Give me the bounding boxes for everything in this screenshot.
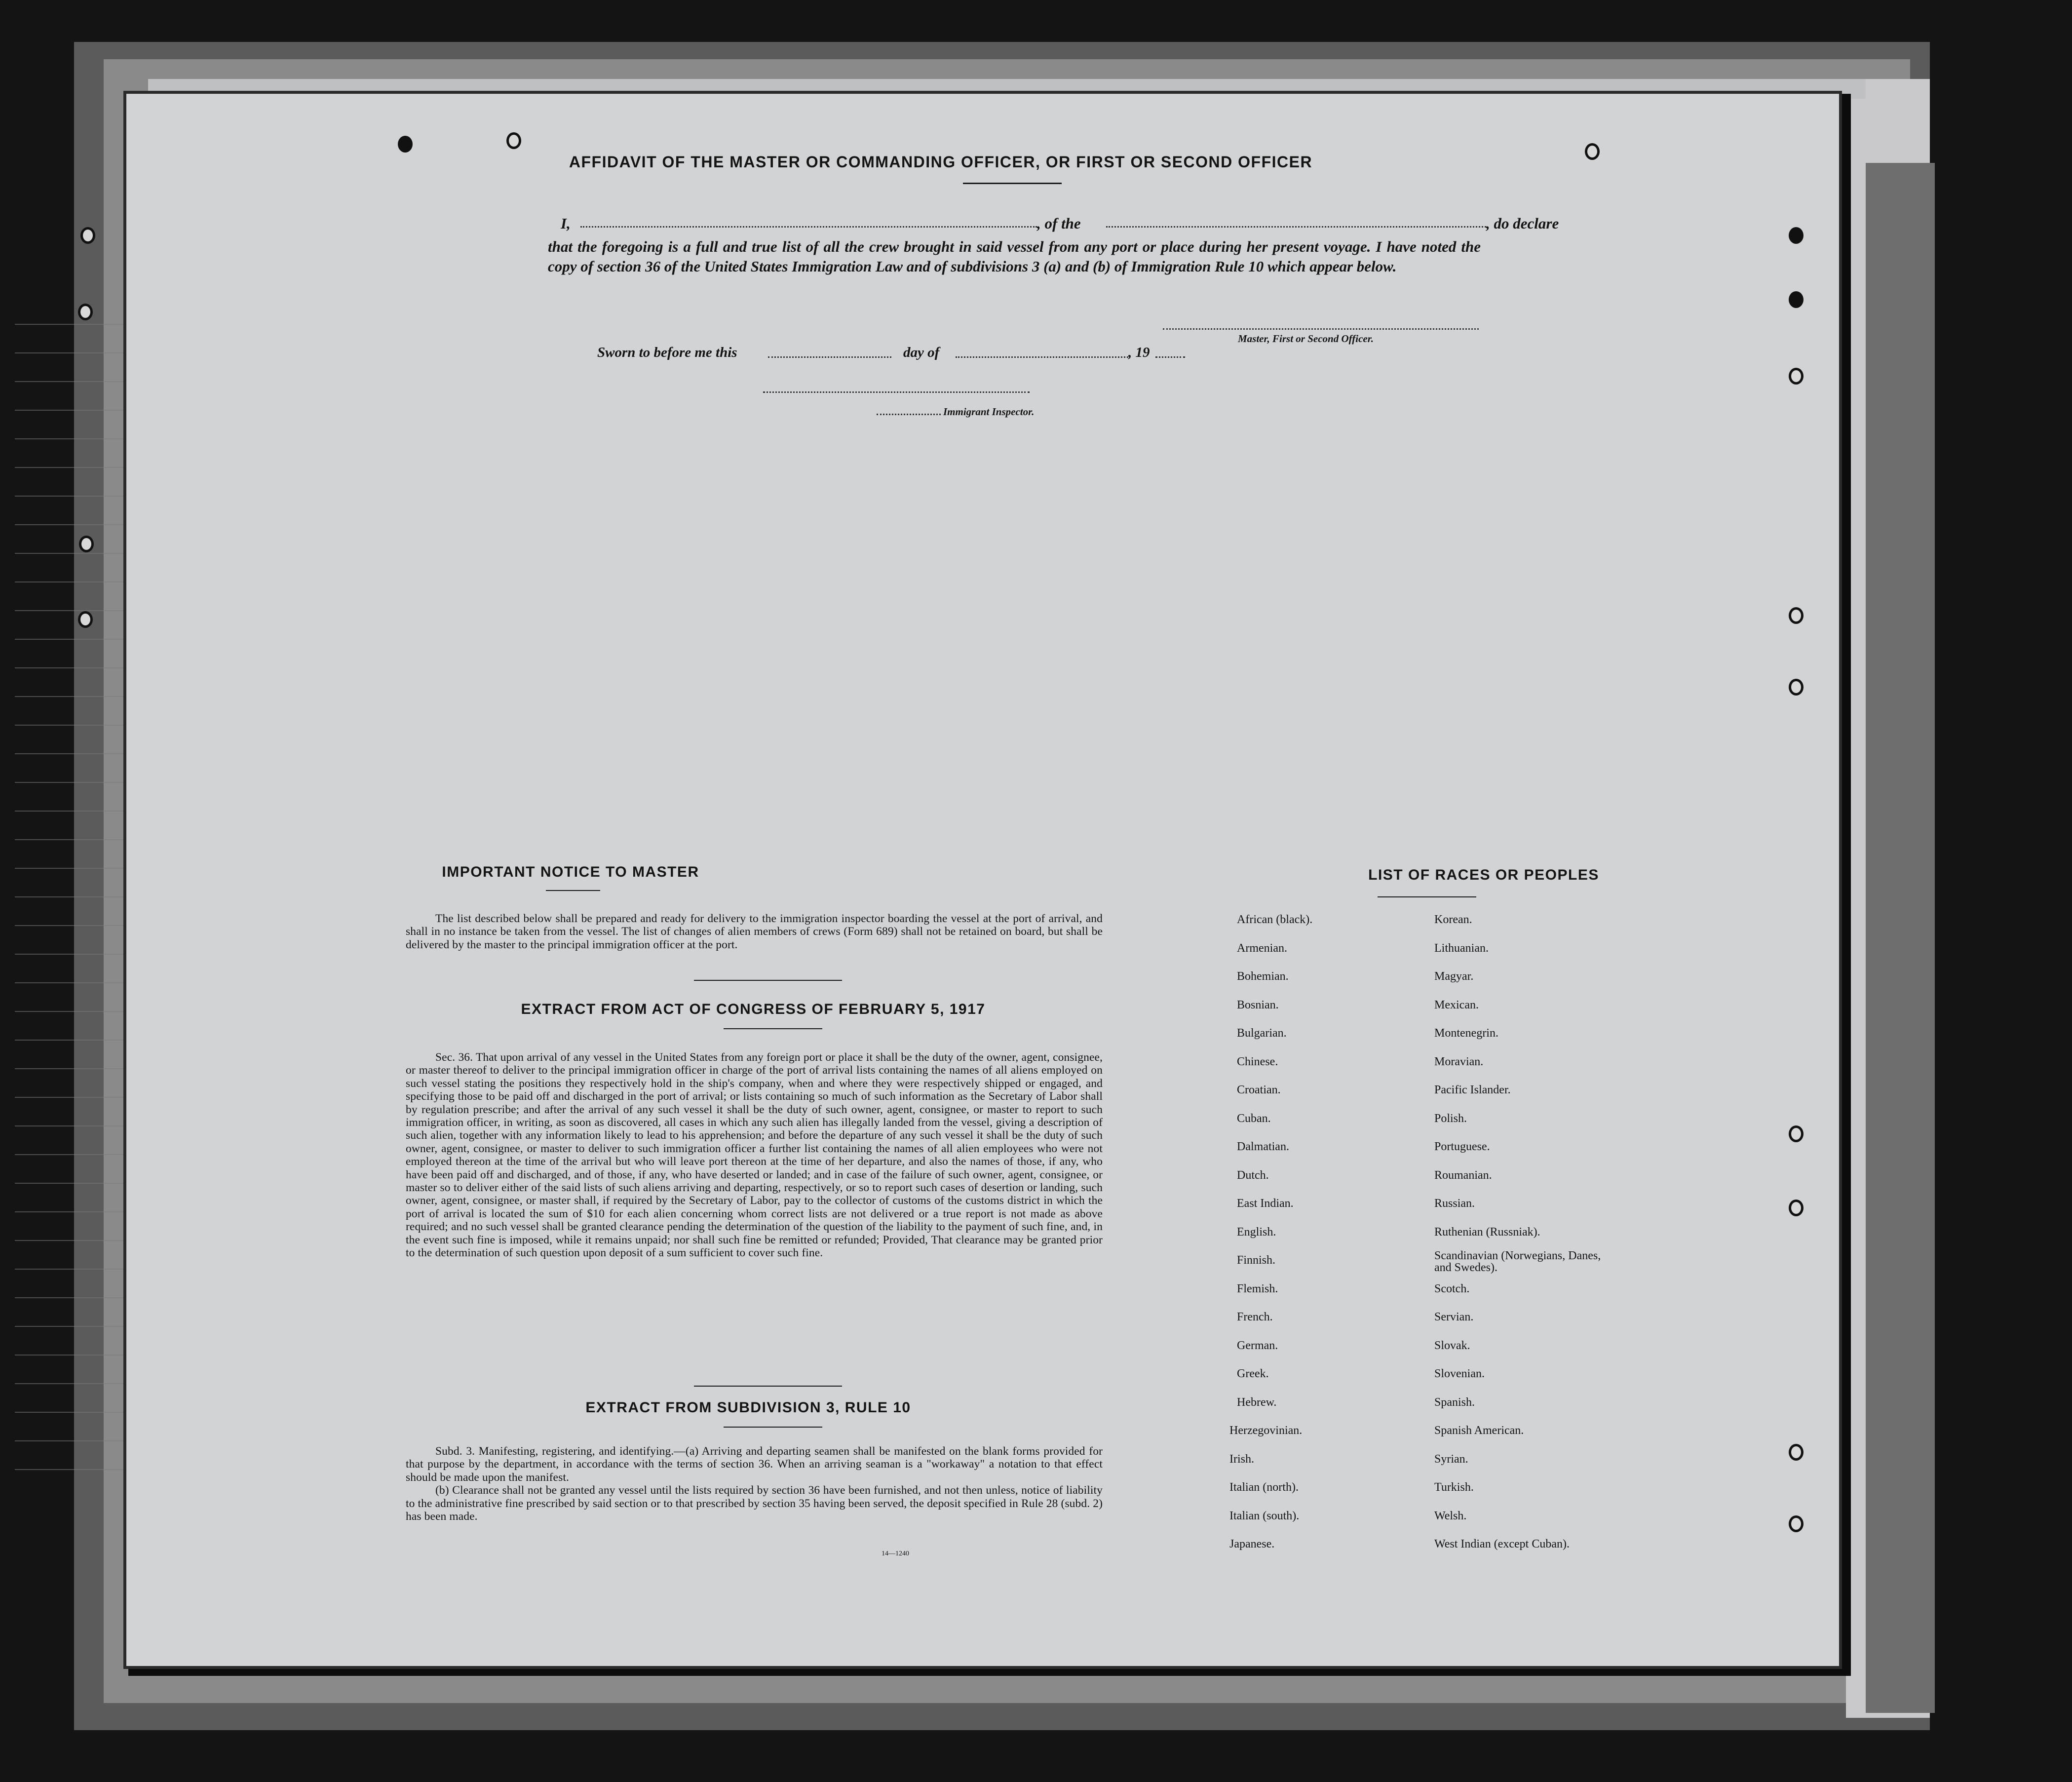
punch-hole-icon [1789, 1200, 1803, 1216]
race-item: Italian (south). [1229, 1509, 1300, 1522]
race-item: Polish. [1434, 1112, 1467, 1125]
race-item: Armenian. [1237, 941, 1287, 955]
race-item: Japanese. [1229, 1538, 1275, 1550]
vessel-blank[interactable] [1106, 226, 1486, 228]
race-item: Turkish. [1434, 1481, 1474, 1494]
affidavit-body: that the foregoing is a full and true list of all the crew brought in said vessel from any port or place during her present voyage. I have noted the copy of section 36 of the United States Immigration Law and of subdivisions 3 (a) and (b) of Immigration Rule 10 which appear below. [548, 238, 1481, 275]
race-item: Chinese. [1237, 1055, 1278, 1068]
race-item: Finnish. [1237, 1254, 1276, 1267]
notice-text [406, 912, 1103, 951]
name-blank[interactable] [580, 226, 1037, 228]
affidavit-title-rule [963, 183, 1062, 184]
rule-extract-title: EXTRACT FROM SUBDIVISION 3, RULE 10 [585, 1399, 911, 1416]
act-extract-title: EXTRACT FROM ACT OF CONGRESS OF FEBRUARY 5, 1917 [521, 1001, 986, 1017]
act-paragraph: Sec. 36. That upon arrival of any vessel in the United States from any foreign port or place it shall be the duty of the owner, agent, consignee, or master thereof to deliver to the principal immigration officer in charge of the port of arrival lists containing the names of all aliens employed on such vessel stating the positions they respectively hold in the ship's company, when and where they were respectively shipped or engaged, and specifying those to be paid off and discharged in the port of arrival; or lists containing so much of such information as the Secretary of Labor shall by regulation prescribe; and after the arrival of any such vessel it shall be the duty of such owner, agent, consignee, or master to report to such immigration officer, in writing, as soon as discovered, all cases in which any such alien has illegally landed from the vessel, giving a description of such alien, together with any information likely to lead to his apprehension; and before the departure of any such vessel it shall be the duty of such owner, agent, consignee, or master to deliver to such immigration officer a further list containing the names of all alien employees who were not employed thereon at the time of the arrival but who will leave port thereon at the time of her departure, and also the names of those, if any, who have been paid off and discharged, and of those, if any, who have deserted or landed; and in case of the failure of such owner, agent, consignee, or master so to deliver either of the said lists of such aliens arriving and departing, respectively, or so to report such cases of desertion or landing, such owner, agent, consignee, or master shall, if required by the Secretary of Labor, pay to the collector of customs of the customs district in which the port of arrival is located the sum of $10 for each alien concerning whom correct lists are not delivered or a true report is not made as above required; and no such vessel shall be granted clearance pending the determination of the question of the liability to the payment of such fine, and, in the event such fine is imposed, while it remains unpaid; nor shall such fine be remitted or refunded; Provided, That clearance may be granted prior to the determination of such question upon deposit of a sum sufficient to cover such fine. [406, 1051, 1103, 1260]
inspector-lead-dots [877, 414, 941, 415]
race-item: Bosnian. [1237, 998, 1279, 1011]
race-item: Cuban. [1237, 1112, 1271, 1125]
punch-hole-icon [1789, 1125, 1803, 1142]
punch-hole-icon [1585, 143, 1600, 160]
race-item: Slovenian. [1434, 1367, 1485, 1380]
race-item: Servian. [1434, 1311, 1474, 1323]
race-item: Montenegrin. [1434, 1027, 1498, 1040]
punch-hole-icon [1789, 227, 1803, 244]
race-item: Greek. [1237, 1367, 1269, 1380]
race-item: Italian (north). [1229, 1481, 1299, 1494]
affidavit-title: AFFIDAVIT OF THE MASTER OR COMMANDING OFFICER, OR FIRST OR SECOND OFFICER [569, 153, 1313, 171]
notice-end-rule [694, 980, 842, 981]
race-item: English. [1237, 1225, 1276, 1239]
race-item: Syrian. [1434, 1452, 1468, 1466]
affidavit-i: I, [561, 215, 571, 232]
race-item: Roumanian. [1434, 1168, 1492, 1182]
punch-hole-icon [398, 136, 413, 153]
race-item: Flemish. [1237, 1282, 1278, 1295]
manifest-sheet [126, 94, 1839, 1666]
race-item: Mexican. [1434, 998, 1479, 1011]
race-item: Lithuanian. [1434, 941, 1489, 955]
race-item: Dalmatian. [1237, 1140, 1289, 1153]
master-signature-blank[interactable] [1163, 328, 1479, 330]
form-number: 14—1240 [882, 1550, 909, 1557]
race-item: Dutch. [1237, 1168, 1269, 1182]
punch-hole-icon [1789, 368, 1803, 385]
notice-title: IMPORTANT NOTICE TO MASTER [442, 864, 699, 880]
rule-text [406, 1445, 1103, 1523]
master-caption: Master, First or Second Officer. [1238, 333, 1374, 345]
race-item: Pacific Islander. [1434, 1084, 1511, 1096]
day-of-label: day of [903, 345, 940, 360]
race-item: East Indian. [1237, 1197, 1294, 1210]
punch-hole-icon [506, 132, 521, 149]
binder-hole-icon [78, 304, 93, 320]
race-item: French. [1237, 1311, 1273, 1323]
race-item: Bohemian. [1237, 970, 1289, 983]
race-item: Spanish American. [1434, 1424, 1524, 1437]
binder-hole-icon [78, 611, 93, 628]
race-item: Bulgarian. [1237, 1027, 1287, 1040]
race-item: Spanish. [1434, 1395, 1475, 1409]
act-text [406, 1051, 1103, 1260]
punch-hole-icon [1789, 291, 1803, 308]
sworn-year-blank[interactable] [1155, 356, 1185, 358]
race-item: Croatian. [1237, 1084, 1281, 1096]
inspector-caption: Immigrant Inspector. [943, 406, 1035, 418]
rule-paragraph-a: Subd. 3. Manifesting, registering, and identifying.—(a) Arriving and departing seamen shall be manifested on the blank forms provided for that purpose by the department, in accordance with the terms of section 36. When an arriving seaman is a "workaway" a notation to that effect should be made upon the manifest. [406, 1445, 1103, 1484]
race-item: Magyar. [1434, 970, 1474, 983]
race-item: African (black). [1237, 913, 1313, 926]
race-item: Irish. [1229, 1452, 1254, 1466]
rule-title-rule [724, 1427, 822, 1428]
punch-hole-icon [1789, 1444, 1803, 1461]
notice-title-rule [546, 890, 600, 891]
punch-hole-icon [1789, 679, 1803, 696]
race-item: Russian. [1434, 1197, 1475, 1210]
ruled-underlying-page [15, 296, 128, 1481]
sworn-day-blank[interactable] [768, 356, 891, 358]
race-item: Scotch. [1434, 1282, 1470, 1295]
punch-hole-icon [1789, 607, 1803, 624]
punch-hole-icon [1789, 1515, 1803, 1532]
sworn-month-blank[interactable] [956, 356, 1128, 358]
race-item: West Indian (except Cuban). [1434, 1538, 1570, 1550]
binder-hole-icon [80, 227, 95, 244]
race-item: German. [1237, 1339, 1278, 1352]
year-prefix: , 19 [1128, 345, 1150, 360]
race-item: Welsh. [1434, 1509, 1467, 1522]
race-item: Scandinavian (Norwegians, Danes, and Swedes). [1434, 1249, 1601, 1274]
backing-sheet-edge-shadow [1866, 163, 1935, 1713]
race-item: Ruthenian (Russniak). [1434, 1225, 1540, 1239]
race-item: Hebrew. [1237, 1395, 1277, 1409]
notice-paragraph: The list described below shall be prepared and ready for delivery to the immigration inspector boarding the vessel at the port of arrival, and shall in no instance be taken from the vessel. The list of changes of alien members of crews (Form 689) shall not be retained on board, but shall be delivered by the master to the principal immigration officer at the port. [406, 912, 1103, 951]
sworn-label: Sworn to before me this [597, 345, 737, 360]
binder-hole-icon [79, 536, 94, 552]
race-item: Slovak. [1434, 1339, 1470, 1352]
race-item: Moravian. [1434, 1055, 1484, 1068]
race-item: Portuguese. [1434, 1140, 1490, 1153]
races-list [1229, 913, 1730, 1555]
races-title: LIST OF RACES OR PEOPLES [1368, 867, 1599, 883]
races-title-rule [1378, 896, 1476, 897]
race-item: Korean. [1434, 913, 1472, 926]
rule-paragraph-b: (b) Clearance shall not be granted any vessel until the lists required by section 36 have been furnished, and not then unless, notice of liability to the administrative fine prescribed by said section or to that prescribed by section 35 having been served, the deposit specified in Rule 28 (subd. 2) has been made. [406, 1484, 1103, 1523]
race-item: Herzegovinian. [1229, 1424, 1303, 1437]
act-title-rule [724, 1028, 822, 1029]
inspector-signature-blank[interactable] [763, 391, 1030, 393]
affidavit-do-declare: , do declare [1486, 215, 1559, 232]
affidavit-of-the: , of the [1037, 215, 1081, 232]
act-end-rule [694, 1386, 842, 1387]
